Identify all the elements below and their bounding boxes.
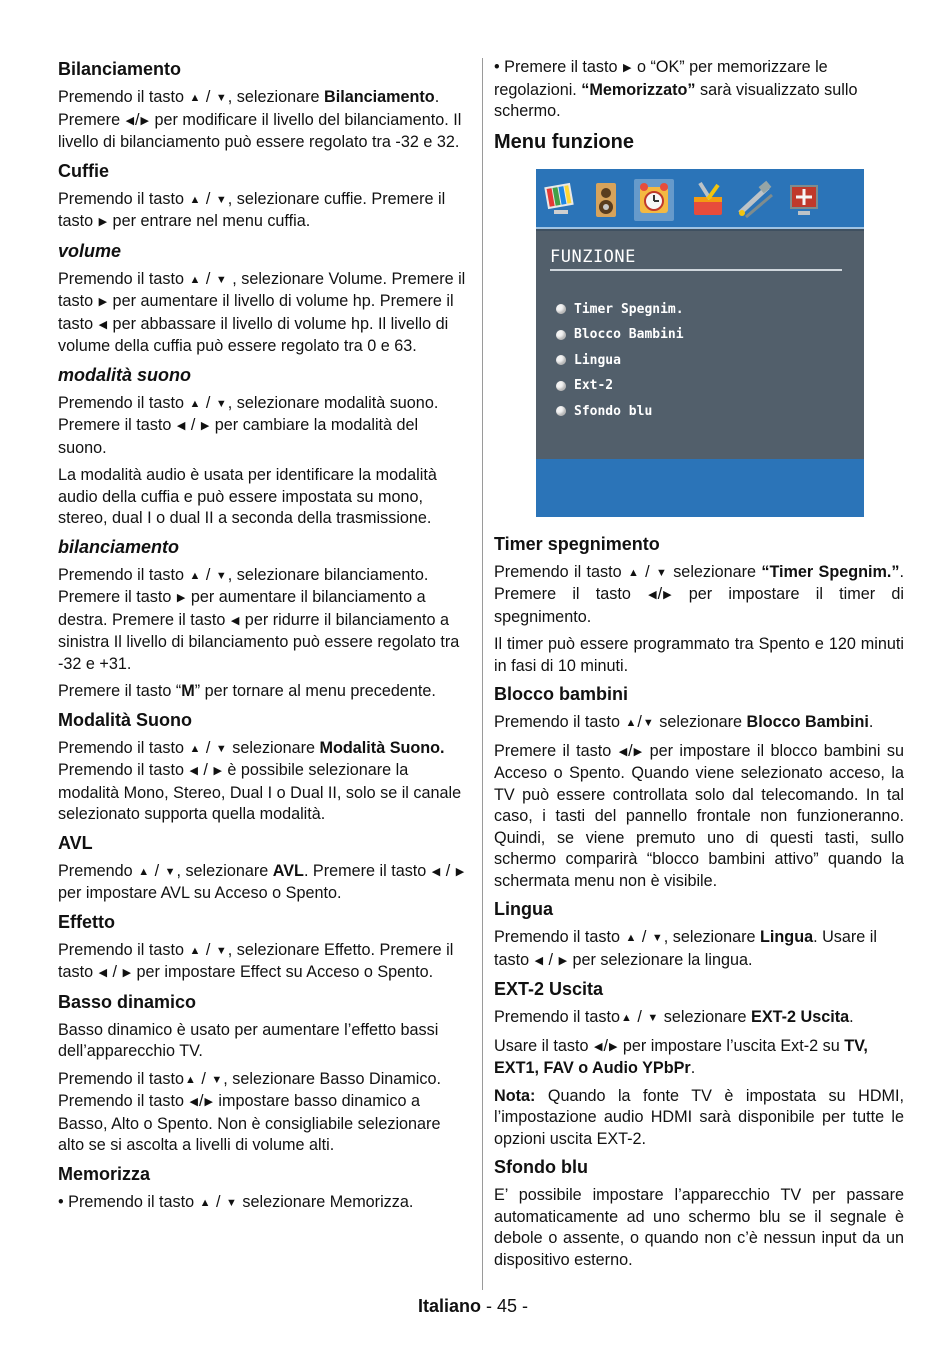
down-arrow-icon: ▼ [215, 569, 227, 582]
left-arrow-icon: ◀ [230, 614, 240, 627]
paragraph-modalita-audio: La modalità audio è usata per identificare la modalità audio della cuffia e può essere impostata su mono, stereo, dual I o dual II a seconda della trasmissione. [58, 466, 437, 527]
down-arrow-icon: ▼ [215, 193, 227, 206]
up-arrow-icon: ▲ [620, 1012, 632, 1024]
heading-modalita-suono: modalità suono [58, 364, 192, 385]
up-arrow-icon: ▲ [627, 566, 639, 579]
left-arrow-icon: ◀ [593, 1040, 603, 1053]
column-divider [482, 58, 483, 1290]
right-column [494, 52, 904, 1277]
menu-item-blocco-bambini[interactable]: Blocco Bambini [556, 322, 684, 348]
down-arrow-icon: ▼ [642, 717, 654, 729]
left-arrow-icon: ◀ [648, 589, 657, 601]
paragraph-ext2-2: Usare il tasto ◀/▶ per impostare l’uscita Ext-2 su TV, EXT1, FAV o Audio YPbPr. [494, 1036, 868, 1077]
right-arrow-icon: ▶ [204, 1096, 213, 1108]
bullet-dot-icon [556, 330, 566, 340]
page-footer [418, 1296, 528, 1317]
down-arrow-icon: ▼ [215, 273, 227, 286]
paragraph-basso-dinamico-2: Premendo il tasto▲ / ▼, selezionare Basso Dinamico. Premendo il tasto ◀/▶ impostare basso dinamico a Basso, Alto o Spento. Non è consigliabile selezionare alto se si ascolta a livelli di volume alti. [58, 1069, 441, 1154]
up-arrow-icon: ▲ [189, 569, 201, 582]
install-icon [688, 179, 728, 221]
bullet-dot-icon [556, 406, 566, 416]
heading-avl: AVL [58, 832, 93, 853]
heading-lingua: Lingua [494, 899, 553, 919]
down-arrow-icon: ▼ [226, 1196, 237, 1209]
function-icon [634, 179, 674, 221]
up-arrow-icon: ▲ [189, 273, 201, 286]
heading-menu-funzione: Menu funzione [494, 130, 634, 153]
up-arrow-icon: ▲ [625, 717, 637, 729]
paragraph-timer-spegnimento: Premendo il tasto ▲ / ▼ selezionare “Timer Spegnim.”. Premere il tasto ◀/▶ per impostare il timer di spegnimento. [494, 562, 904, 626]
bullet-dot-icon [556, 304, 566, 314]
channel-list-icon [784, 179, 824, 221]
right-arrow-icon: ▶ [176, 592, 186, 604]
paragraph-sfondo-blu: E’ possibile impostare l’apparecchio TV per passare automaticamente ad uno schermo blu se il segnale è debole o assente, o quando non c’è nessun input da un dispositivo esterno. [494, 1186, 904, 1269]
left-arrow-icon: ◀ [618, 745, 628, 758]
bullet-dot-icon [556, 381, 566, 391]
paragraph-memorizza: • Premendo il tasto ▲ / ▼ selezionare Memorizza. [58, 1192, 468, 1215]
paragraph-timer-range: Il timer può essere programmato tra Spento e 120 minuti in fasi di 10 minuti. [494, 635, 904, 675]
source-icon [736, 179, 776, 221]
right-arrow-icon: ▶ [623, 62, 632, 74]
right-arrow-icon: ▶ [633, 745, 643, 758]
bullet-dot-icon [556, 355, 566, 365]
up-arrow-icon: ▲ [199, 1196, 211, 1209]
up-arrow-icon: ▲ [189, 397, 201, 410]
footer-language: Italiano [418, 1296, 482, 1316]
down-arrow-icon: ▼ [656, 566, 667, 579]
left-arrow-icon: ◀ [98, 967, 108, 979]
up-arrow-icon: ▲ [189, 944, 201, 957]
paragraph-bilanciamento-hp: Premendo il tasto ▲ / ▼, selezionare bilanciamento. Premere il tasto ▶ per aumentare il bilanciamento a destra. Premere il tasto ◀ per ridurre il bilanciamento a sinistra Il livello di bilanciamento può essere regolato tra -32 e +31. [58, 565, 460, 673]
up-arrow-icon: ▲ [189, 92, 201, 104]
right-arrow-icon: ▶ [98, 216, 108, 228]
left-arrow-icon: ◀ [98, 318, 108, 331]
paragraph-cuffie: Premendo il tasto ▲ / ▼, selezionare cuffie. Premere il tasto ▶ per entrare nel menu cuffia. [58, 189, 468, 234]
up-arrow-icon: ▲ [625, 932, 637, 944]
menu-title: FUNZIONE [550, 247, 842, 271]
down-arrow-icon: ▼ [215, 397, 227, 410]
left-arrow-icon: ◀ [189, 765, 198, 777]
left-arrow-icon: ◀ [189, 1096, 198, 1108]
picture-icon [540, 179, 580, 221]
menu-item-ext-2[interactable]: Ext-2 [556, 373, 684, 399]
heading-effetto: Effetto [58, 911, 115, 932]
menu-info-bar [536, 459, 864, 517]
menu-item-sfondo-blu[interactable]: Sfondo blu [556, 399, 684, 425]
right-arrow-icon: ▶ [213, 765, 222, 777]
menu-item-timer-spegnim[interactable]: Timer Spegnim. [556, 297, 684, 323]
paragraph-modalita-suono-2: Premendo il tasto ▲ / ▼ selezionare Modalità Suono. Premendo il tasto ◀ / ▶ è possibile selezionare la modalità Mono, Stereo, Dual I o Dual II, solo se il canale selezionato supporta quella modalità. [58, 738, 462, 823]
right-arrow-icon: ▶ [663, 589, 672, 601]
heading-volume: volume [58, 240, 122, 261]
menu-panel [536, 231, 864, 459]
heading-bilanciamento: Bilanciamento [58, 59, 182, 79]
right-arrow-icon: ▶ [455, 865, 465, 878]
menu-icon-bar [536, 169, 864, 229]
left-column [58, 52, 468, 1220]
left-arrow-icon: ◀ [125, 114, 135, 127]
up-arrow-icon: ▲ [184, 1073, 196, 1086]
menu-item-list [556, 297, 684, 425]
heading-memorizza: Memorizza [58, 1163, 151, 1184]
down-arrow-icon: ▼ [215, 944, 227, 957]
paragraph-volume: Premendo il tasto ▲ / ▼ , selezionare Volume. Premere il tasto ▶ per aumentare il livello di volume hp. Premere il tasto ◀ per abbassare il livello di volume hp. Il livello di volume della cuffia può essere regolato tra 0 e 63. [58, 269, 466, 355]
right-arrow-icon: ▶ [608, 1040, 618, 1053]
up-arrow-icon: ▲ [189, 742, 201, 755]
down-arrow-icon: ▼ [215, 92, 227, 104]
page-number: - 45 - [481, 1296, 529, 1316]
down-arrow-icon: ▼ [164, 865, 176, 878]
left-arrow-icon: ◀ [431, 865, 441, 878]
heading-timer-spegnimento: Timer spegnimento [494, 533, 660, 554]
paragraph-nota: Nota: Quando la fonte TV è impostata su HDMI, l’impostazione audio HDMI sarà disponibile per tutte le opzioni uscita EXT-2. [494, 1086, 904, 1148]
paragraph-blocco-bambini-2: Premere il tasto ◀/▶ per impostare il blocco bambini su Acceso o Spento. Quando viene selezionato acceso, la TV può essere controllata solo dal telecomando. In tal caso, i tasti del pannello frontale non funzioneranno. Quindi, se viene premuto uno di questi tasti, sullo schermo comparirà “blocco bambini attivo” quando la schermata menu non è visibile. [494, 741, 904, 890]
right-arrow-icon: ▶ [558, 954, 568, 967]
paragraph-lingua: Premendo il tasto ▲ / ▼, selezionare Lingua. Usare il tasto ◀ / ▶ per selezionare la lingua. [494, 927, 904, 972]
heading-cuffie: Cuffie [58, 160, 109, 181]
sound-icon [586, 179, 626, 221]
paragraph-effetto: Premendo il tasto ▲ / ▼, selezionare Effetto. Premere il tasto ◀ / ▶ per impostare Effect su Acceso o Spento. [58, 940, 468, 985]
paragraph-blocco-bambini-1: Premendo il tasto ▲/▼ selezionare Blocco Bambini. [494, 712, 904, 735]
down-arrow-icon: ▼ [211, 1073, 223, 1086]
right-arrow-icon: ▶ [98, 296, 108, 308]
paragraph-bilanciamento: Premendo il tasto ▲ / ▼, selezionare Bilanciamento. Premere ◀/▶ per modificare il livello del bilanciamento. Il livello di bilanciamento può essere regolato tra -32 e 32. [58, 88, 462, 151]
down-arrow-icon: ▼ [647, 1012, 659, 1024]
paragraph-ext2-1: Premendo il tasto▲ / ▼ selezionare EXT-2 Uscita. [494, 1007, 904, 1030]
heading-basso-dinamico: Basso dinamico [58, 991, 197, 1012]
left-arrow-icon: ◀ [534, 954, 544, 967]
heading-sfondo-blu: Sfondo blu [494, 1157, 588, 1177]
paragraph-basso-dinamico-1: Basso dinamico è usato per aumentare l’effetto bassi dell’apparecchio TV. [58, 1020, 439, 1060]
paragraph-modalita-suono: Premendo il tasto ▲ / ▼, selezionare modalità suono. Premere il tasto ◀ / ▶ per cambiare la modalità del suono. [58, 393, 439, 457]
up-arrow-icon: ▲ [189, 193, 201, 206]
menu-item-lingua[interactable]: Lingua [556, 348, 684, 374]
right-arrow-icon: ▶ [200, 420, 210, 432]
right-arrow-icon: ▶ [140, 114, 150, 127]
right-arrow-icon: ▶ [122, 967, 132, 979]
function-menu-screenshot [536, 169, 864, 517]
left-arrow-icon: ◀ [176, 420, 186, 432]
down-arrow-icon: ▼ [215, 742, 227, 755]
down-arrow-icon: ▼ [651, 932, 663, 944]
heading-bilanciamento-hp: bilanciamento [58, 536, 180, 557]
heading-blocco-bambini: Blocco bambini [494, 684, 629, 704]
heading-ext2-uscita: EXT-2 Uscita [494, 979, 604, 999]
up-arrow-icon: ▲ [138, 865, 150, 878]
paragraph-tasto-m: Premere il tasto “M” per tornare al menu precedente. [58, 682, 436, 700]
paragraph-memorizza-cont: • Premere il tasto ▶ o “OK” per memorizzare le regolazioni. “Memorizzato” sarà visualizzato sullo schermo. [494, 58, 858, 120]
paragraph-avl: Premendo ▲ / ▼, selezionare AVL. Premere il tasto ◀ / ▶ per impostare AVL su Acceso o Spento. [58, 861, 465, 902]
heading-modalita-suono-2: Modalità Suono [58, 709, 192, 730]
